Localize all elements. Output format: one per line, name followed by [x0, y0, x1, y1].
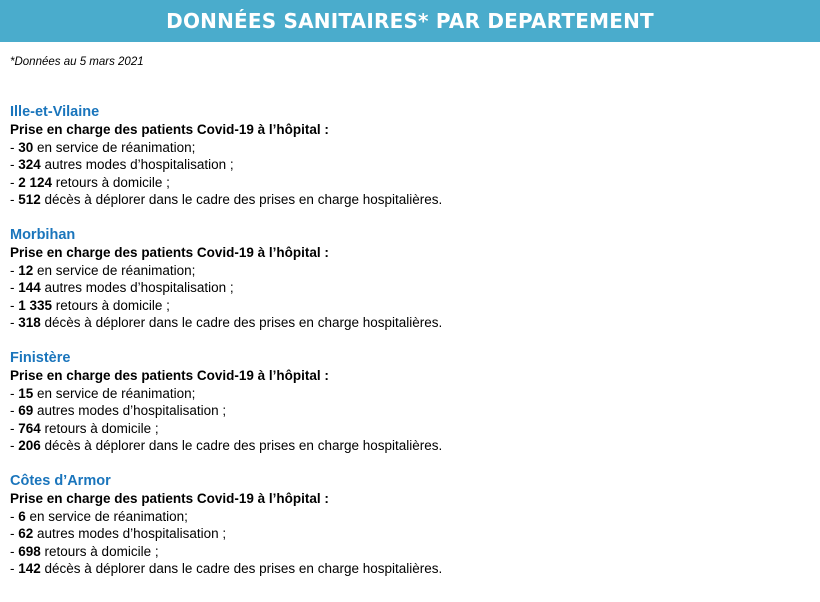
stat-text: autres modes d’hospitalisation ; — [33, 526, 227, 541]
stat-text: décès à déplorer dans le cadre des prises en charge hospitalières. — [40, 192, 443, 207]
stat-value: 144 — [18, 280, 41, 295]
stat-text: en service de réanimation; — [33, 139, 196, 155]
stat-text: en service de réanimation; — [33, 385, 196, 401]
stat-value: 62 — [18, 526, 34, 541]
stat-prefix: - — [10, 280, 19, 295]
stat-text: retours à domicile ; — [52, 174, 170, 190]
stat-line-deces — [10, 560, 810, 578]
department-subtitle: Prise en charge des patients Covid-19 à l’hôpital : — [10, 245, 329, 260]
stat-value: 512 — [18, 192, 41, 207]
department-subtitle: Prise en charge des patients Covid-19 à l’hôpital : — [10, 122, 329, 137]
stat-value: 142 — [18, 561, 41, 576]
stat-text: en service de réanimation; — [25, 508, 188, 524]
stat-text: en service de réanimation; — [33, 262, 196, 278]
stat-prefix: - — [10, 438, 19, 453]
stat-prefix: - — [10, 526, 19, 541]
stat-prefix: - — [10, 174, 19, 190]
data-date-note: *Données au 5 mars 2021 — [10, 56, 144, 68]
stat-line-reanimation — [10, 508, 810, 526]
stat-text: décès à déplorer dans le cadre des prises en charge hospitalières. — [40, 438, 443, 453]
stat-line-hospitalisation — [10, 525, 810, 543]
department-name: Morbihan — [10, 227, 76, 243]
stat-value: 15 — [18, 385, 34, 401]
stat-value: 1 335 — [18, 297, 53, 313]
department-morbihan — [10, 226, 810, 349]
stat-value: 69 — [18, 403, 34, 418]
stat-value: 6 — [18, 508, 26, 524]
stat-value: 12 — [18, 262, 34, 278]
stat-text: autres modes d’hospitalisation ; — [40, 280, 234, 295]
stat-line-retours — [10, 297, 810, 315]
stat-line-hospitalisation — [10, 156, 810, 174]
stat-line-hospitalisation — [10, 402, 810, 420]
stat-line-retours — [10, 543, 810, 561]
stat-prefix: - — [10, 561, 19, 576]
stat-value: 2 124 — [18, 174, 53, 190]
stat-prefix: - — [10, 192, 19, 207]
stat-line-deces — [10, 191, 810, 209]
department-name: Côtes d’Armor — [10, 473, 111, 489]
page-header — [0, 0, 820, 42]
stat-value: 764 — [18, 420, 41, 436]
stat-line-deces — [10, 314, 810, 332]
stat-text: retours à domicile ; — [40, 543, 159, 559]
stat-value: 206 — [18, 438, 41, 453]
department-subtitle: Prise en charge des patients Covid-19 à l’hôpital : — [10, 491, 329, 506]
stat-line-reanimation — [10, 385, 810, 403]
stat-prefix: - — [10, 262, 19, 278]
department-cotes-d-armor — [10, 472, 810, 595]
stat-prefix: - — [10, 420, 19, 436]
page-title: DONNÉES SANITAIRES* PAR DEPARTEMENT — [166, 9, 654, 33]
stat-value: 318 — [18, 315, 41, 330]
stat-prefix: - — [10, 508, 19, 524]
department-ille-et-vilaine — [10, 103, 810, 226]
stat-prefix: - — [10, 543, 19, 559]
department-subtitle: Prise en charge des patients Covid-19 à l’hôpital : — [10, 368, 329, 383]
stat-prefix: - — [10, 297, 19, 313]
departments-list — [10, 103, 810, 595]
department-finistere — [10, 349, 810, 472]
stat-prefix: - — [10, 403, 19, 418]
stat-text: retours à domicile ; — [52, 297, 170, 313]
stat-value: 324 — [18, 157, 41, 172]
stat-prefix: - — [10, 157, 19, 172]
department-name: Ille-et-Vilaine — [10, 104, 100, 120]
stat-line-retours — [10, 420, 810, 438]
stat-line-reanimation — [10, 262, 810, 280]
stat-line-hospitalisation — [10, 279, 810, 297]
stat-line-retours — [10, 174, 810, 192]
stat-prefix: - — [10, 315, 19, 330]
stat-value: 698 — [18, 543, 41, 559]
stat-text: autres modes d’hospitalisation ; — [40, 157, 234, 172]
stat-text: décès à déplorer dans le cadre des prises en charge hospitalières. — [40, 561, 443, 576]
stat-prefix: - — [10, 385, 19, 401]
stat-prefix: - — [10, 139, 19, 155]
stat-line-deces — [10, 437, 810, 455]
stat-value: 30 — [18, 139, 34, 155]
stat-line-reanimation — [10, 139, 810, 157]
stat-text: retours à domicile ; — [40, 420, 159, 436]
stat-text: autres modes d’hospitalisation ; — [33, 403, 227, 418]
stat-text: décès à déplorer dans le cadre des prises en charge hospitalières. — [40, 315, 443, 330]
department-name: Finistère — [10, 350, 71, 366]
